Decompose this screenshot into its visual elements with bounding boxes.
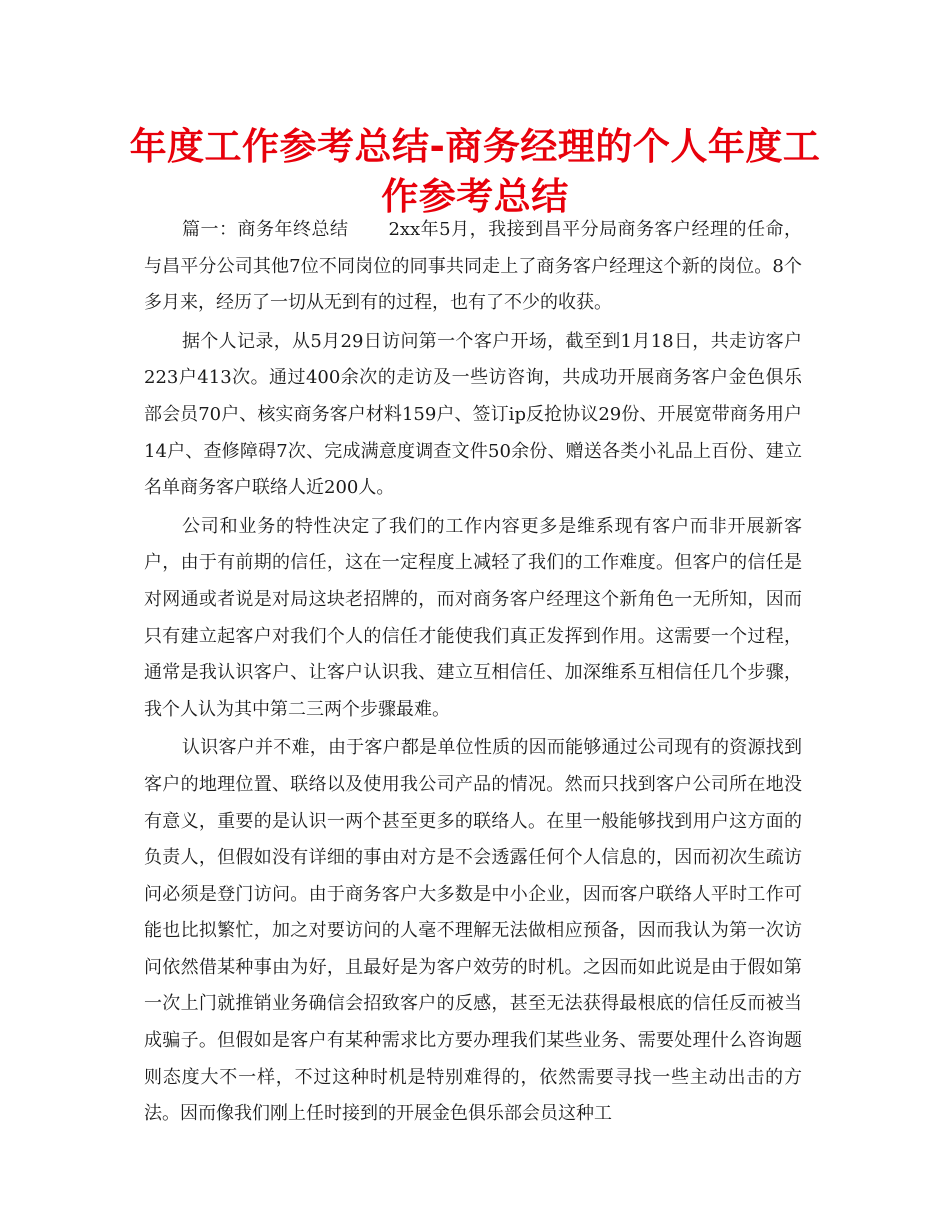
- paragraph-4: 认识客户并不难，由于客户都是单位性质的因而能够通过公司现有的资源找到客户的地理位置、联络以及使用我公司产品的情况。然而只找到客户公司所在地没有意义，重要的是认识一两个甚至更多的联络人。在里一般能够找到用户这方面的负责人，但假如没有详细的事由对方是不会透露任何个人信息的，因而初次生疏访问必须是登门访问。由于商务客户大多数是中小企业，因而客户联络人平时工作可能也比拟繁忙，加之对要访问的人毫不理解无法做相应预备，因而我认为第一次访问依然借某种事由为好，且最好是为客户效劳的时机。之因而如此说是由于假如第一次上门就推销业务确信会招致客户的反感，甚至无法获得最根底的信任反而被当成骗子。但假如是客户有某种需求比方要办理我们某些业务、需要处理什么咨询题则态度大不一样，不过这种时机是特别难得的，依然需要寻找一些主动出击的方法。因而像我们刚上任时接到的开展金色俱乐部会员这种工: [144, 737, 802, 1125]
- paragraph-1: [144, 212, 802, 322]
- paragraph-3: 公司和业务的特性决定了我们的工作内容更多是维系现有客户而非开展新客户，由于有前期的信任，这在一定程度上减轻了我们的工作难度。但客户的信任是对网通或者说是对局这块老招牌的，而对商务客户经理这个新角色一无所知，因而只有建立起客户对我们个人的信任才能使我们真正发挥到作用。这需要一个过程，通常是我认识客户、让客户认识我、建立互相信任、加深维系互相信任几个步骤，我个人认为其中第二三两个步骤最难。: [144, 515, 802, 720]
- paragraph-lead: 篇一：商务年终总结: [182, 219, 349, 240]
- document-body: [144, 212, 802, 1135]
- paragraph-2: 据个人记录，从5月29日访问第一个客户开场，截至到1月18日，共走访客户223户413次。通过400余次的走访及一些访咨询，共成功开展商务客户金色俱乐部会员70户、核实商务客户材料159户、签订ip反抢协议29份、开展宽带商务用户14户、查修障碍7次、完成满意度调查文件50余份、赠送各类小礼品上百份、建立名单商务客户联络人近200人。: [144, 330, 802, 499]
- paragraph-text: 2xx年5月，我接到昌平分局商务客户经理的任命，与昌平分公司其他7位不同岗位的同事共同走上了商务客户经理这个新的岗位。8个多月来，经历了一切从无到有的过程，也有了不少的收获。: [144, 219, 802, 314]
- document-title: 年度工作参考总结-商务经理的个人年度工作参考总结: [129, 125, 821, 218]
